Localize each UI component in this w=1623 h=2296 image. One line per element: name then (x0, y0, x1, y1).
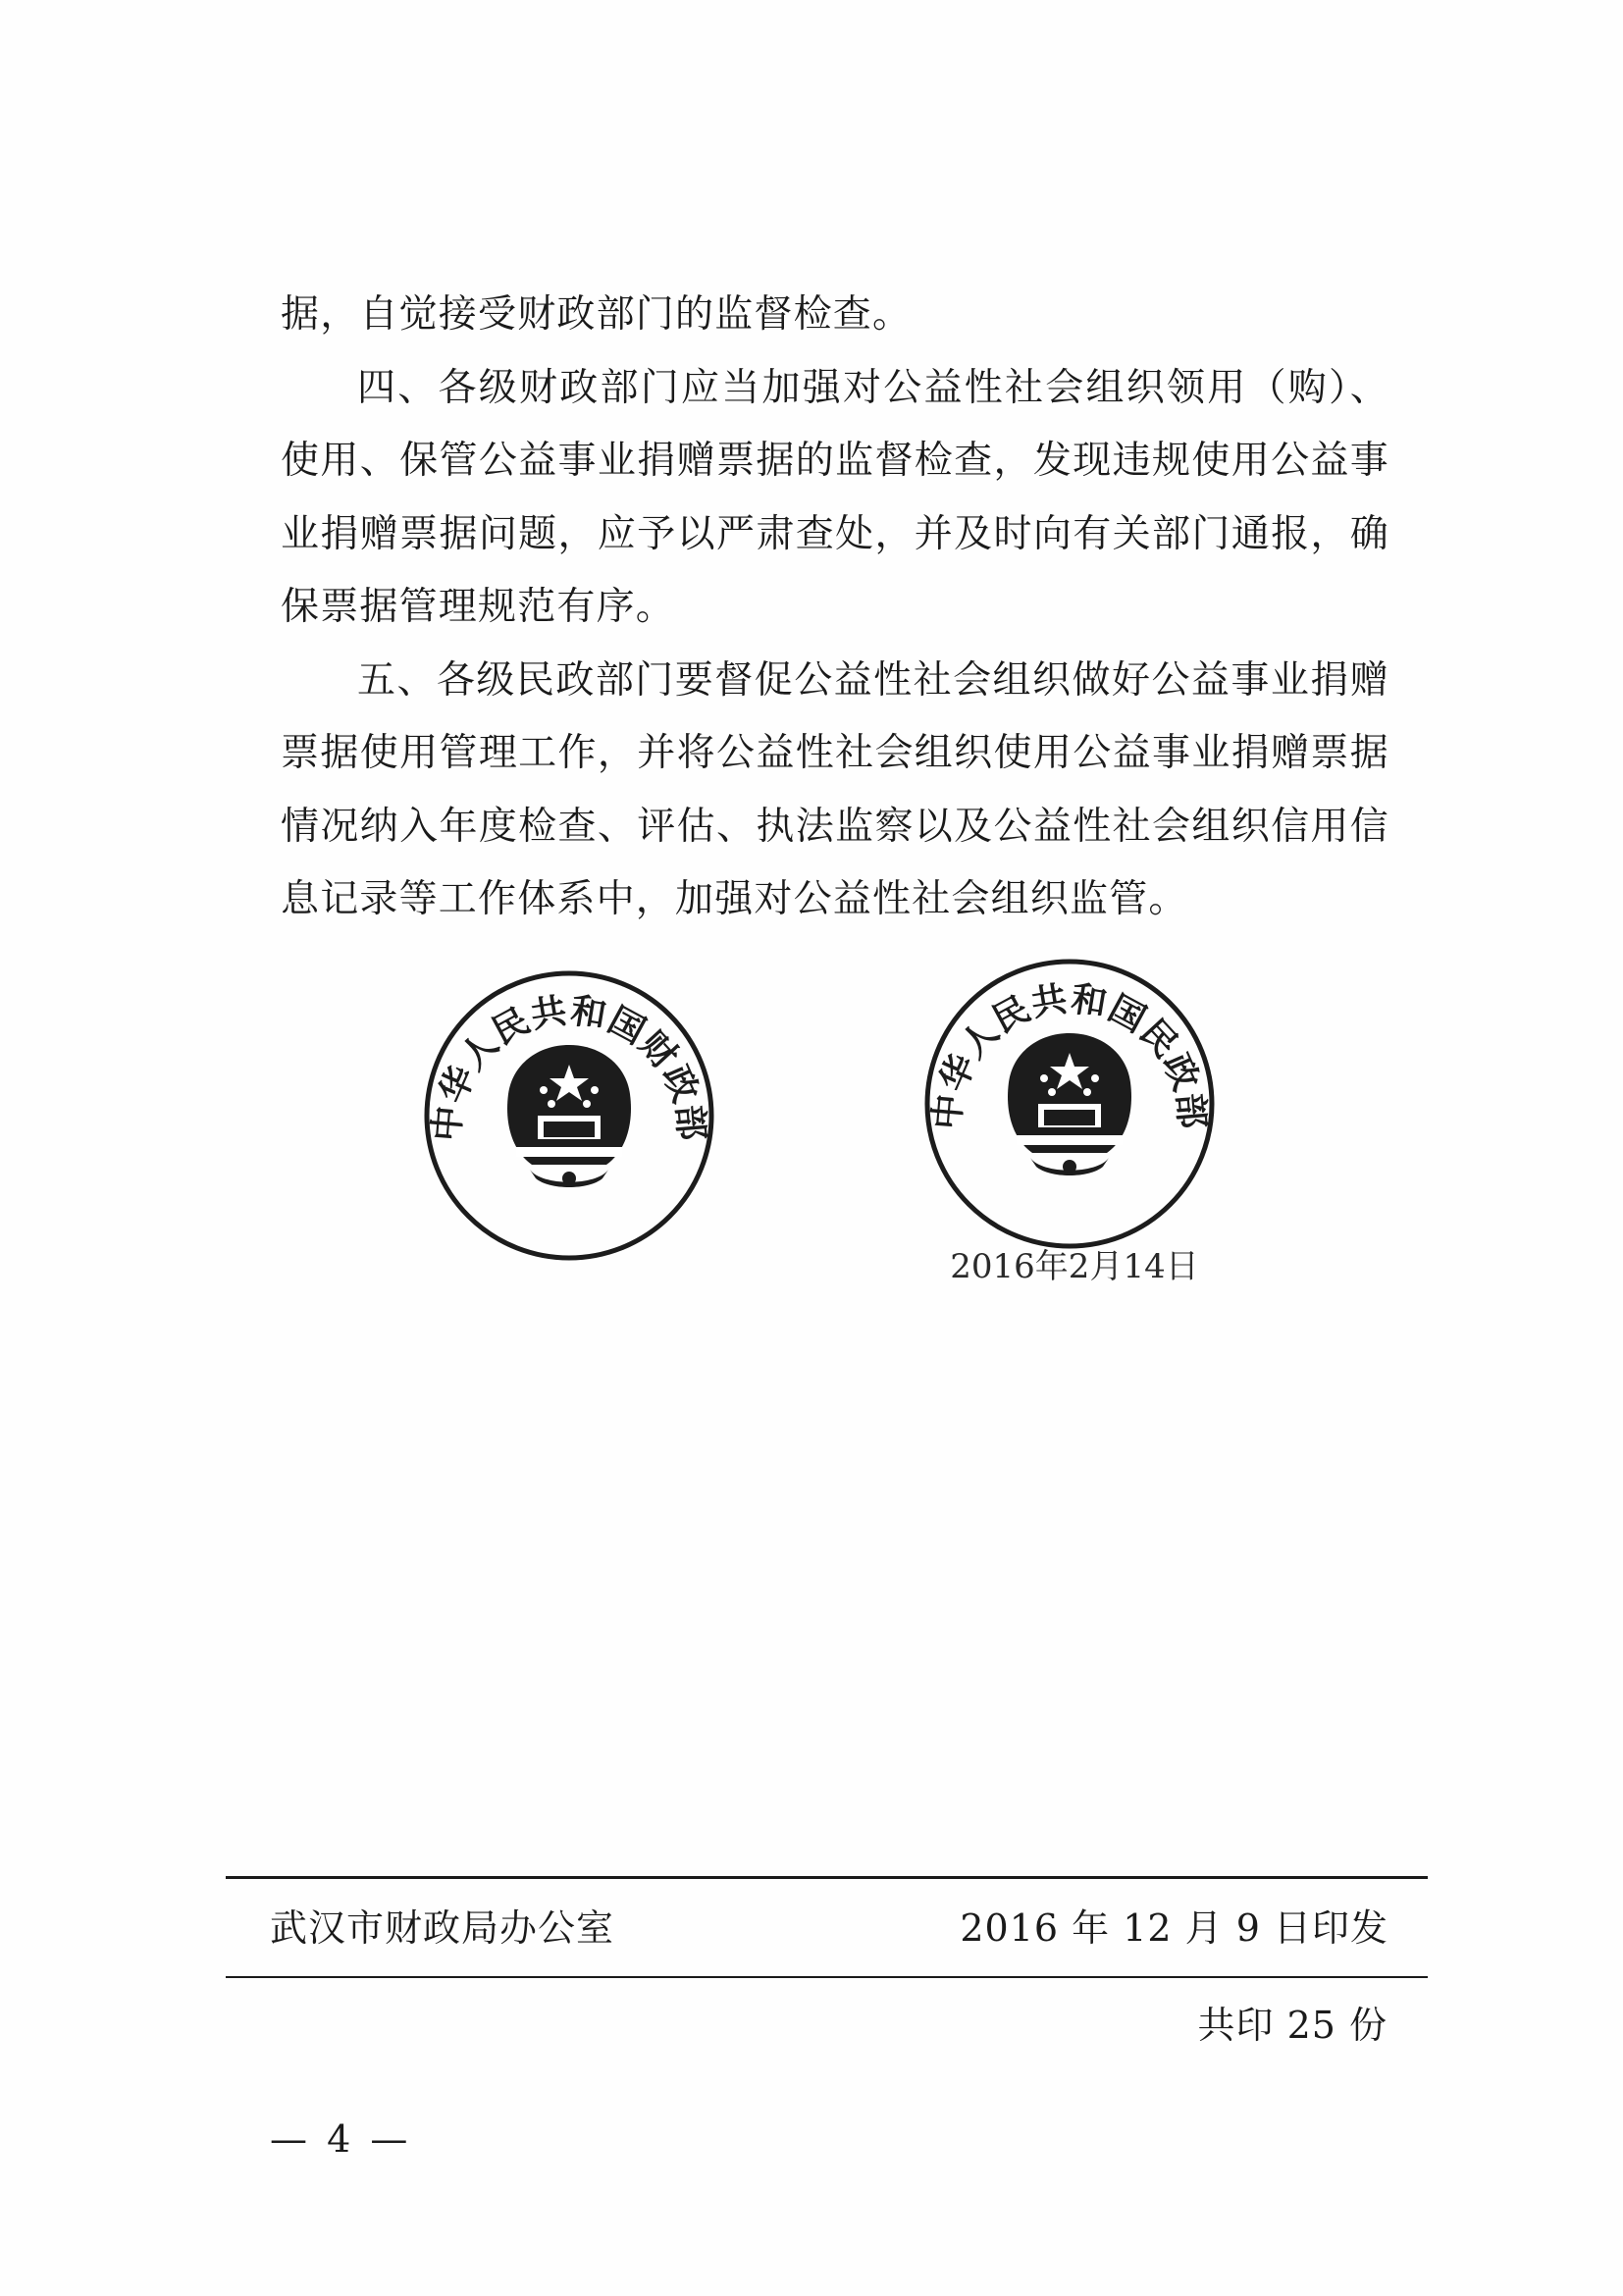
print-date: 2016 年 12 月 9 日印发 (960, 1906, 1388, 1950)
paragraph-item-four: 四、各级财政部门应当加强对公益性社会组织领用（购）、使用、保管公益事业捐赠票据的监督检查，发现违规使用公益事业捐赠票据问题，应予以严肃查处，并及时向有关部门通报，确保票据管理规范有序。 (281, 365, 1389, 629)
civil-affairs-seal-graphic (922, 957, 1217, 1251)
copy-count: 共印 25 份 (1197, 2004, 1387, 2047)
finance-seal-graphic (422, 968, 716, 1263)
civil-affairs-ministry-seal (922, 957, 1217, 1251)
issuing-office: 武汉市财政局办公室 (270, 1906, 615, 1950)
footer-rule-top (226, 1876, 1428, 1879)
national-emblem-icon (1008, 1033, 1131, 1175)
body-text (281, 279, 1389, 937)
footer-rule-bottom (226, 1976, 1428, 1978)
finance-ministry-seal (422, 968, 716, 1263)
official-seals (422, 957, 1266, 1310)
signing-date: 2016年2月14日 (950, 1247, 1199, 1286)
page-number: — 4 — (270, 2117, 412, 2161)
paragraph-item-five: 五、各级民政部门要督促公益性社会组织做好公益事业捐赠票据使用管理工作，并将公益性社会组织使用公益事业捐赠票据情况纳入年度检查、评估、执法监察以及公益性社会组织信用信息记录等工作体系中，加强对公益性社会组织监管。 (281, 657, 1389, 921)
national-emblem-icon (507, 1045, 631, 1187)
civil-affairs-seal-text: 中华人民共和国民政部 (925, 977, 1214, 1131)
finance-seal-text: 中华人民共和国财政部 (425, 989, 713, 1143)
paragraph-continuation: 据，自觉接受财政部门的监督检查。 (281, 292, 913, 337)
